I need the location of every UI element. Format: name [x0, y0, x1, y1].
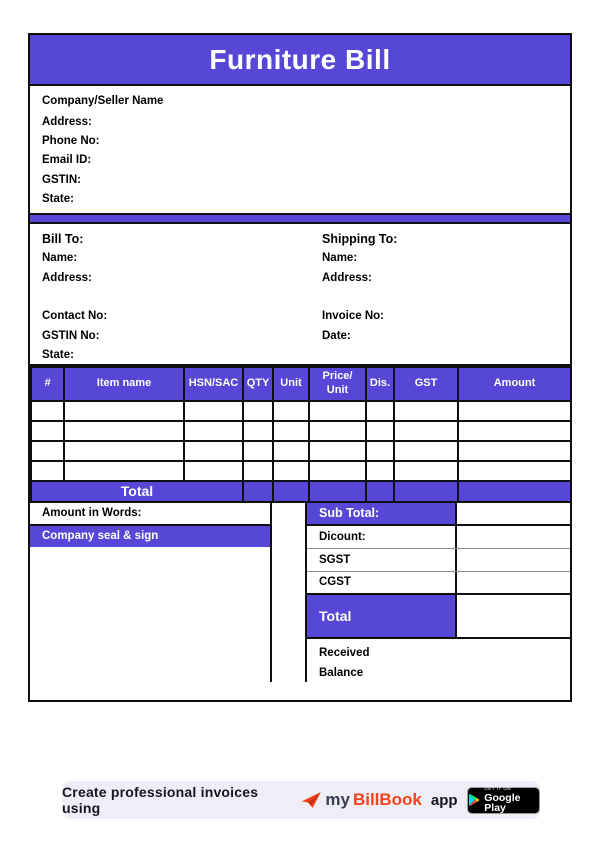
sgst-value: [457, 549, 570, 571]
seller-name-label: Company/Seller Name: [42, 95, 164, 107]
item-cell: [243, 421, 273, 441]
total-gst-cell: [394, 481, 458, 502]
bill-to-spacer: [42, 291, 107, 310]
item-cell: [184, 421, 243, 441]
bill-container: [28, 33, 572, 702]
summary-left-block: [30, 503, 272, 682]
items-header-row: [31, 367, 571, 401]
app-word: app: [430, 791, 458, 809]
item-cell: [243, 401, 273, 421]
play-triangle-icon: [468, 793, 480, 807]
item-cell: [64, 421, 184, 441]
item-cell: [366, 441, 394, 461]
item-cell: [31, 421, 64, 441]
shipping-to-name-label: Name:: [322, 252, 358, 264]
discount-row: [307, 526, 570, 549]
item-cell: [243, 441, 273, 461]
item-cell: [273, 461, 309, 481]
item-cell: [458, 441, 571, 461]
seller-email-label: Email ID:: [42, 154, 92, 167]
received-balance-area: [307, 639, 570, 679]
item-row-empty: [31, 461, 571, 481]
seller-state-label: State:: [42, 192, 74, 205]
summary-section: [30, 503, 570, 682]
item-cell: [184, 461, 243, 481]
subtotal-value: [457, 503, 570, 524]
total-qty-cell: [243, 481, 273, 502]
item-cell: [31, 441, 64, 461]
cgst-value: [457, 572, 570, 593]
seller-gstin-label: GSTIN:: [42, 173, 81, 186]
company-seal-label: Company seal & sign: [42, 530, 159, 542]
shipping-to-heading: Shipping To:: [322, 232, 398, 246]
item-cell: [309, 441, 366, 461]
col-gst: GST: [394, 367, 458, 401]
items-total-label: Total: [31, 481, 243, 502]
brand-billbook-text: BillBook: [352, 790, 422, 809]
invoice-date-label: Date:: [322, 329, 351, 342]
item-cell: [394, 421, 458, 441]
mybillbook-plane-icon: [301, 791, 322, 809]
summary-gap-column: [272, 503, 307, 682]
invoice-no-label: Invoice No:: [322, 310, 384, 322]
item-cell: [64, 461, 184, 481]
item-cell: [366, 461, 394, 481]
col-hsn-sac: HSN/SAC: [184, 367, 243, 401]
grand-total-label: Total: [307, 595, 457, 637]
item-cell: [394, 401, 458, 421]
total-unit-cell: [273, 481, 309, 502]
seller-section: [30, 86, 570, 215]
google-play-badge-text: [484, 787, 539, 814]
item-cell: [31, 461, 64, 481]
balance-label: Balance: [319, 666, 364, 679]
get-it-on-text: GET IT ON: [484, 785, 512, 791]
items-total-row: [31, 481, 571, 502]
google-play-badge[interactable]: [467, 787, 540, 814]
col-item-name: Item name: [64, 367, 184, 401]
item-cell: [458, 461, 571, 481]
item-cell: [243, 461, 273, 481]
shipping-to-column: [322, 232, 397, 349]
brand-my-text: my: [325, 790, 350, 809]
promo-footer-bar: [62, 781, 540, 819]
bill-to-name-label: Name:: [42, 252, 78, 264]
item-cell: [394, 461, 458, 481]
item-cell: [64, 441, 184, 461]
item-cell: [309, 461, 366, 481]
seal-empty-area: [30, 547, 270, 680]
seller-address-label: Address:: [42, 116, 92, 128]
sgst-label: SGST: [307, 549, 457, 571]
total-price-cell: [309, 481, 366, 502]
item-row-empty: [31, 401, 571, 421]
item-cell: [184, 401, 243, 421]
item-cell: [273, 421, 309, 441]
discount-label: Dicount:: [307, 526, 457, 548]
discount-value: [457, 526, 570, 548]
item-cell: [458, 401, 571, 421]
total-amount-cell: [458, 481, 571, 502]
item-cell: [64, 401, 184, 421]
bill-to-gstin-label: GSTIN No:: [42, 329, 100, 342]
company-seal-bar: [30, 526, 270, 547]
amount-in-words-row: [30, 503, 270, 526]
item-row-empty: [31, 441, 571, 461]
bill-to-contact-label: Contact No:: [42, 310, 108, 322]
bill-to-heading: Bill To:: [42, 232, 84, 246]
bill-to-column: [42, 232, 107, 369]
item-cell: [184, 441, 243, 461]
shipping-to-address-label: Address:: [322, 271, 372, 284]
item-cell: [458, 421, 571, 441]
cgst-row: [307, 572, 570, 595]
sgst-row: [307, 549, 570, 572]
total-dis-cell: [366, 481, 394, 502]
grand-total-value: [457, 595, 570, 637]
item-cell: [366, 401, 394, 421]
item-cell: [394, 441, 458, 461]
amount-in-words-label: Amount in Words:: [42, 507, 142, 519]
google-play-text: Google Play: [484, 791, 521, 814]
bill-title-band: [30, 35, 570, 86]
purple-divider: [30, 215, 570, 224]
col-price-unit: Price/ Unit: [309, 367, 366, 401]
subtotal-row: [307, 503, 570, 526]
subtotal-label: Sub Total:: [307, 503, 457, 524]
received-label: Received: [319, 646, 370, 659]
item-cell: [366, 421, 394, 441]
promo-message: Create professional invoices using: [62, 784, 259, 816]
col-discount: Dis.: [366, 367, 394, 401]
col-amount: Amount: [458, 367, 571, 401]
col-number: #: [31, 367, 64, 401]
item-cell: [273, 441, 309, 461]
item-cell: [273, 401, 309, 421]
parties-section: [30, 224, 570, 366]
mybillbook-logo: [301, 790, 422, 810]
item-cell: [309, 421, 366, 441]
summary-right-block: [307, 503, 570, 682]
cgst-label: CGST: [307, 572, 457, 593]
items-table: [30, 366, 572, 503]
col-unit: Unit: [273, 367, 309, 401]
item-row-empty: [31, 421, 571, 441]
item-cell: [309, 401, 366, 421]
col-qty: QTY: [243, 367, 273, 401]
seller-phone-label: Phone No:: [42, 135, 100, 148]
shipping-to-spacer: [322, 291, 397, 310]
grand-total-row: [307, 595, 570, 639]
page-title: Furniture Bill: [209, 43, 391, 75]
item-cell: [31, 401, 64, 421]
bill-to-address-label: Address:: [42, 271, 92, 284]
bill-to-state-label: State:: [42, 349, 74, 361]
